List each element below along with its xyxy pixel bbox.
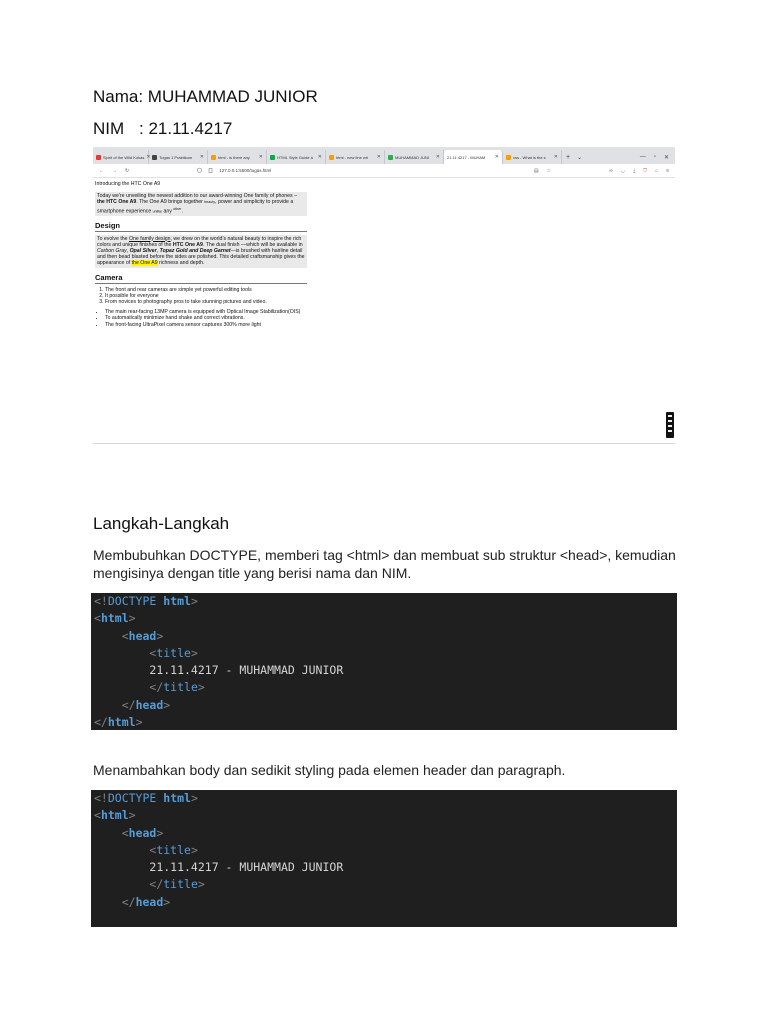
back-icon[interactable]: ← — [99, 167, 104, 174]
tab-title: HTML Style Guide a — [277, 154, 313, 160]
list-item: • The front-facing UltraPixel camera sensor captures 300% more light — [105, 322, 307, 328]
tab-close-icon[interactable]: ✕ — [376, 154, 381, 160]
extensions-icon[interactable]: ∞ — [609, 167, 613, 174]
browser-tab[interactable] — [385, 150, 444, 164]
code-line: </html> — [94, 715, 143, 730]
code-line: <title> — [149, 842, 198, 857]
tab-close-icon[interactable]: ✕ — [258, 154, 263, 160]
code-line: <head> — [121, 628, 164, 643]
list-item: 3. From novices to photography pros to take stunning pictures and video. — [105, 299, 307, 305]
code-line: </head> — [121, 697, 171, 712]
bookmark-star-icon[interactable]: ☆ — [546, 167, 552, 174]
forward-icon[interactable]: → — [112, 167, 117, 174]
address-bar — [93, 164, 675, 178]
browser-tab[interactable] — [503, 150, 562, 164]
code-line: <title> — [149, 645, 198, 660]
list-item: • To automatically minimize hand shake and correct vibrations. — [105, 315, 307, 321]
tab-close-icon[interactable]: ✕ — [199, 154, 204, 160]
nim-label: NIM — [93, 119, 125, 138]
tab-title: css - What is the s — [513, 154, 546, 160]
tab-close-icon[interactable]: ✕ — [494, 154, 499, 160]
tab-favicon-icon — [329, 155, 334, 160]
extension-puzzle-icon[interactable]: ⌂ — [655, 167, 659, 174]
intro-title: Introducing the HTC One A9 — [95, 181, 161, 187]
tab-close-icon[interactable]: ✕ — [146, 154, 151, 160]
design-heading: Design — [95, 221, 307, 232]
ublock-icon[interactable]: ⛉ — [643, 167, 648, 174]
tab-title: MUHAMMAD JUNI — [395, 154, 429, 160]
browser-tab[interactable] — [326, 150, 385, 164]
browser-tab[interactable] — [149, 150, 208, 164]
list-item: • The main rear-facing 13MP camera is equipped with Optical Image Stabilization(OIS) — [105, 309, 307, 315]
nim-value: : 21.11.4217 — [139, 119, 233, 138]
toolbar-icons — [534, 168, 675, 174]
shield-icon — [197, 168, 202, 173]
tab-close-icon[interactable]: ✕ — [435, 154, 440, 160]
window-controls — [640, 150, 675, 164]
tab-favicon-icon — [152, 155, 157, 160]
code-line: <head> — [121, 825, 164, 840]
code-line: <html> — [94, 808, 136, 823]
browser-tab[interactable] — [267, 150, 326, 164]
new-tab-button[interactable]: + — [566, 153, 571, 161]
step-1-text: Membubuhkan DOCTYPE, memberi tag <html> dan membuat sub struktur <head>, kemudian mengisinya dengan title yang berisi nama dan NIM. — [93, 547, 676, 581]
code-line: 21.11.4217 - MUHAMMAD JUNIOR — [149, 663, 344, 678]
tab-title: html - is there any — [218, 154, 250, 160]
code-line: <html> — [94, 611, 136, 626]
minimize-icon[interactable]: — — [639, 154, 646, 160]
tab-close-icon[interactable]: ✕ — [317, 154, 322, 160]
reload-icon[interactable]: ↻ — [125, 167, 130, 174]
name-line: Nama: MUHAMMAD JUNIOR — [93, 87, 318, 106]
code-line: </head> — [121, 894, 171, 909]
url-text: 127.0.0.1:5500/tugas.html — [219, 168, 272, 173]
browser-tab[interactable] — [208, 150, 267, 164]
tab-title: Spirit of the Wild Kokas — [103, 154, 145, 160]
browser-tab[interactable] — [93, 150, 149, 164]
camera-heading: Camera — [95, 273, 307, 284]
tab-title: html - new line wit — [336, 154, 368, 160]
code-line: <!DOCTYPE html> — [94, 594, 198, 608]
tab-list-dropdown-icon[interactable]: ⌄ — [577, 154, 583, 161]
browser-screenshot — [93, 147, 675, 444]
maximize-icon[interactable]: ▫ — [653, 154, 656, 160]
camera-bullet-list — [95, 309, 307, 328]
tab-favicon-icon — [506, 155, 511, 160]
pocket-icon[interactable]: ◡ — [620, 167, 626, 174]
url-field[interactable] — [197, 168, 271, 173]
code-line: <!DOCTYPE html> — [94, 791, 198, 805]
list-item: 2. It possible for everyone — [105, 293, 307, 299]
code-block-1 — [91, 593, 677, 730]
page-icon — [208, 168, 213, 173]
menu-icon[interactable]: ≡ — [666, 167, 669, 174]
steps-heading: Langkah-Langkah — [93, 514, 230, 533]
browser-tab-active[interactable] — [444, 150, 503, 164]
tab-favicon-icon — [388, 155, 393, 160]
browser-tab-strip — [93, 147, 675, 164]
list-item: 1. The front and rear cameras are simple yet powerful editing tools — [105, 287, 307, 293]
code-line: 21.11.4217 - MUHAMMAD JUNIOR — [149, 860, 344, 875]
download-icon[interactable]: ⤓ — [633, 167, 636, 174]
intro-paragraph: Today we're unveiling the newest addition to our award-winning One family of phones – the HTC One A9. The One A9 brings together beauty, power and simplicity to provide a smartphone experience unlike any $^{other}$. — [95, 192, 307, 215]
tab-close-icon[interactable]: ✕ — [553, 154, 558, 160]
code-block-2 — [91, 790, 677, 927]
close-window-icon[interactable]: ✕ — [663, 154, 669, 161]
design-paragraph: To evolve the One family design, we drew on the world's natural beauty to inspire the rich colors and unique finishes of the HTC One A9. The dual finish —which will be available in Carbon Gray, Opal Silver, Topaz Gold and Deep Garnet—is brushed with hairline detail and then bead blasted before the sides are polished. This detailed craftsmanship gives the appearance of the One A9 richness and depth. — [95, 235, 307, 268]
code-line: </title> — [149, 877, 205, 892]
step-2-text: Menambahkan body dan sedikit styling pada elemen header dan paragraph. — [93, 762, 566, 778]
tab-favicon-icon — [211, 155, 216, 160]
code-line: </title> — [149, 680, 205, 695]
reader-view-icon[interactable]: ▤ — [533, 167, 539, 174]
tab-title: Tugas 1 Praktikum — [159, 154, 193, 160]
tab-favicon-icon — [96, 155, 101, 160]
nim-line — [93, 119, 232, 139]
tab-title: 21.11.4217 - MUHAM — [447, 154, 486, 160]
page-content — [95, 181, 307, 328]
phone-icon — [666, 412, 674, 438]
camera-ordered-list — [95, 287, 307, 306]
tab-favicon-icon — [270, 155, 275, 160]
